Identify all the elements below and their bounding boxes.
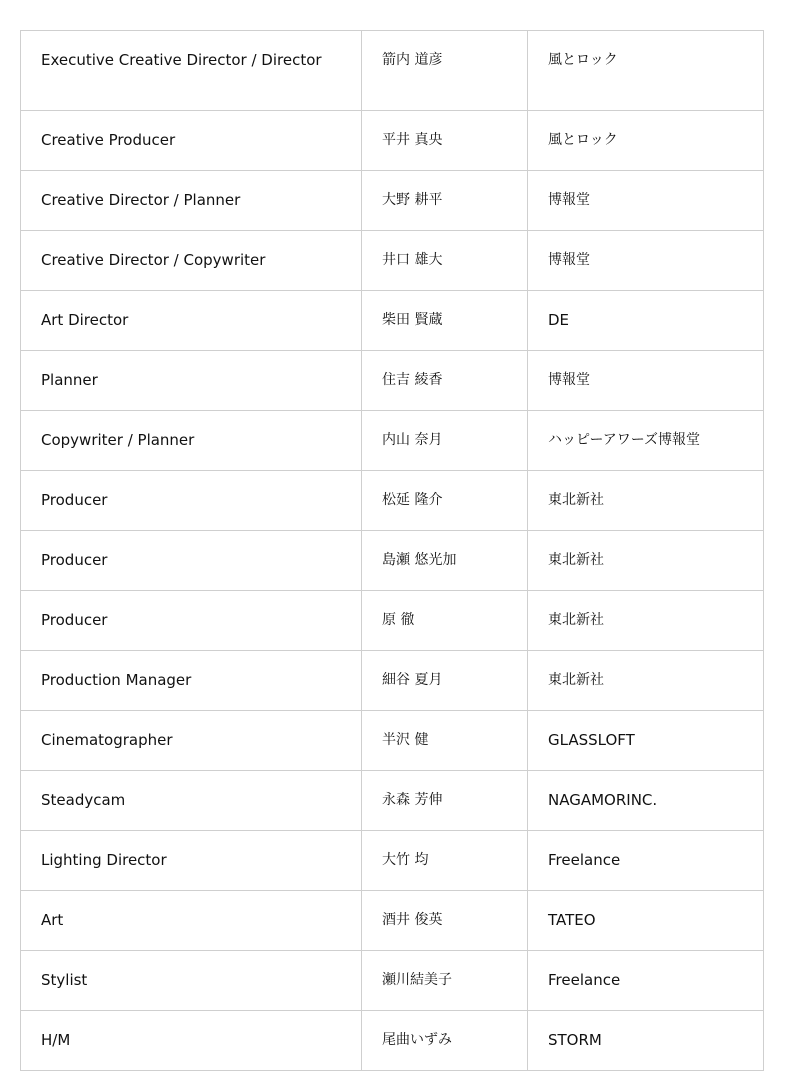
credit-row: [21, 831, 764, 891]
company-cell: 博報堂: [528, 231, 764, 291]
role-cell: H/M: [21, 1011, 362, 1071]
company-cell: Freelance: [528, 951, 764, 1011]
credit-row: [21, 1011, 764, 1071]
credit-row: [21, 291, 764, 351]
name-cell: 細谷 夏月: [362, 651, 528, 711]
credit-row: [21, 171, 764, 231]
credit-row: [21, 711, 764, 771]
name-cell: 住吉 綾香: [362, 351, 528, 411]
role-cell: Production Manager: [21, 651, 362, 711]
role-cell: Art Director: [21, 291, 362, 351]
name-cell: 箭内 道彦: [362, 31, 528, 111]
name-cell: 瀬川結美子: [362, 951, 528, 1011]
role-cell: Copywriter / Planner: [21, 411, 362, 471]
name-cell: 原 徹: [362, 591, 528, 651]
name-cell: 尾曲いずみ: [362, 1011, 528, 1071]
role-cell: Cinematographer: [21, 711, 362, 771]
credit-row: [21, 531, 764, 591]
name-cell: 酒井 俊英: [362, 891, 528, 951]
name-cell: 島瀬 悠光加: [362, 531, 528, 591]
credit-row: [21, 351, 764, 411]
role-cell: Steadycam: [21, 771, 362, 831]
credit-row: [21, 651, 764, 711]
company-cell: 博報堂: [528, 171, 764, 231]
company-cell: 東北新社: [528, 651, 764, 711]
role-cell: Creative Producer: [21, 111, 362, 171]
role-cell: Producer: [21, 471, 362, 531]
role-cell: Producer: [21, 531, 362, 591]
name-cell: 永森 芳伸: [362, 771, 528, 831]
name-cell: 内山 奈月: [362, 411, 528, 471]
company-cell: 東北新社: [528, 471, 764, 531]
company-cell: DE: [528, 291, 764, 351]
company-cell: 風とロック: [528, 31, 764, 111]
role-cell: Creative Director / Planner: [21, 171, 362, 231]
role-cell: Planner: [21, 351, 362, 411]
credit-row: [21, 891, 764, 951]
name-cell: 柴田 賢蔵: [362, 291, 528, 351]
role-cell: Executive Creative Director / Director: [21, 31, 362, 111]
name-cell: 大野 耕平: [362, 171, 528, 231]
name-cell: 松延 隆介: [362, 471, 528, 531]
company-cell: STORM: [528, 1011, 764, 1071]
company-cell: Freelance: [528, 831, 764, 891]
company-cell: 博報堂: [528, 351, 764, 411]
credit-row: [21, 951, 764, 1011]
name-cell: 大竹 均: [362, 831, 528, 891]
company-cell: TATEO: [528, 891, 764, 951]
credit-row: [21, 411, 764, 471]
company-cell: 風とロック: [528, 111, 764, 171]
company-cell: GLASSLOFT: [528, 711, 764, 771]
company-cell: ハッピーアワーズ博報堂: [528, 411, 764, 471]
credit-row: [21, 471, 764, 531]
role-cell: Producer: [21, 591, 362, 651]
role-cell: Creative Director / Copywriter: [21, 231, 362, 291]
company-cell: 東北新社: [528, 591, 764, 651]
credit-row: [21, 111, 764, 171]
name-cell: 半沢 健: [362, 711, 528, 771]
role-cell: Art: [21, 891, 362, 951]
role-cell: Lighting Director: [21, 831, 362, 891]
credits-table: [20, 30, 764, 1071]
name-cell: 平井 真央: [362, 111, 528, 171]
credit-row: [21, 31, 764, 111]
credit-row: [21, 591, 764, 651]
company-cell: NAGAMORINC.: [528, 771, 764, 831]
company-cell: 東北新社: [528, 531, 764, 591]
role-cell: Stylist: [21, 951, 362, 1011]
credits-table-body: [21, 31, 764, 1071]
name-cell: 井口 雄大: [362, 231, 528, 291]
credit-row: [21, 771, 764, 831]
credit-row: [21, 231, 764, 291]
